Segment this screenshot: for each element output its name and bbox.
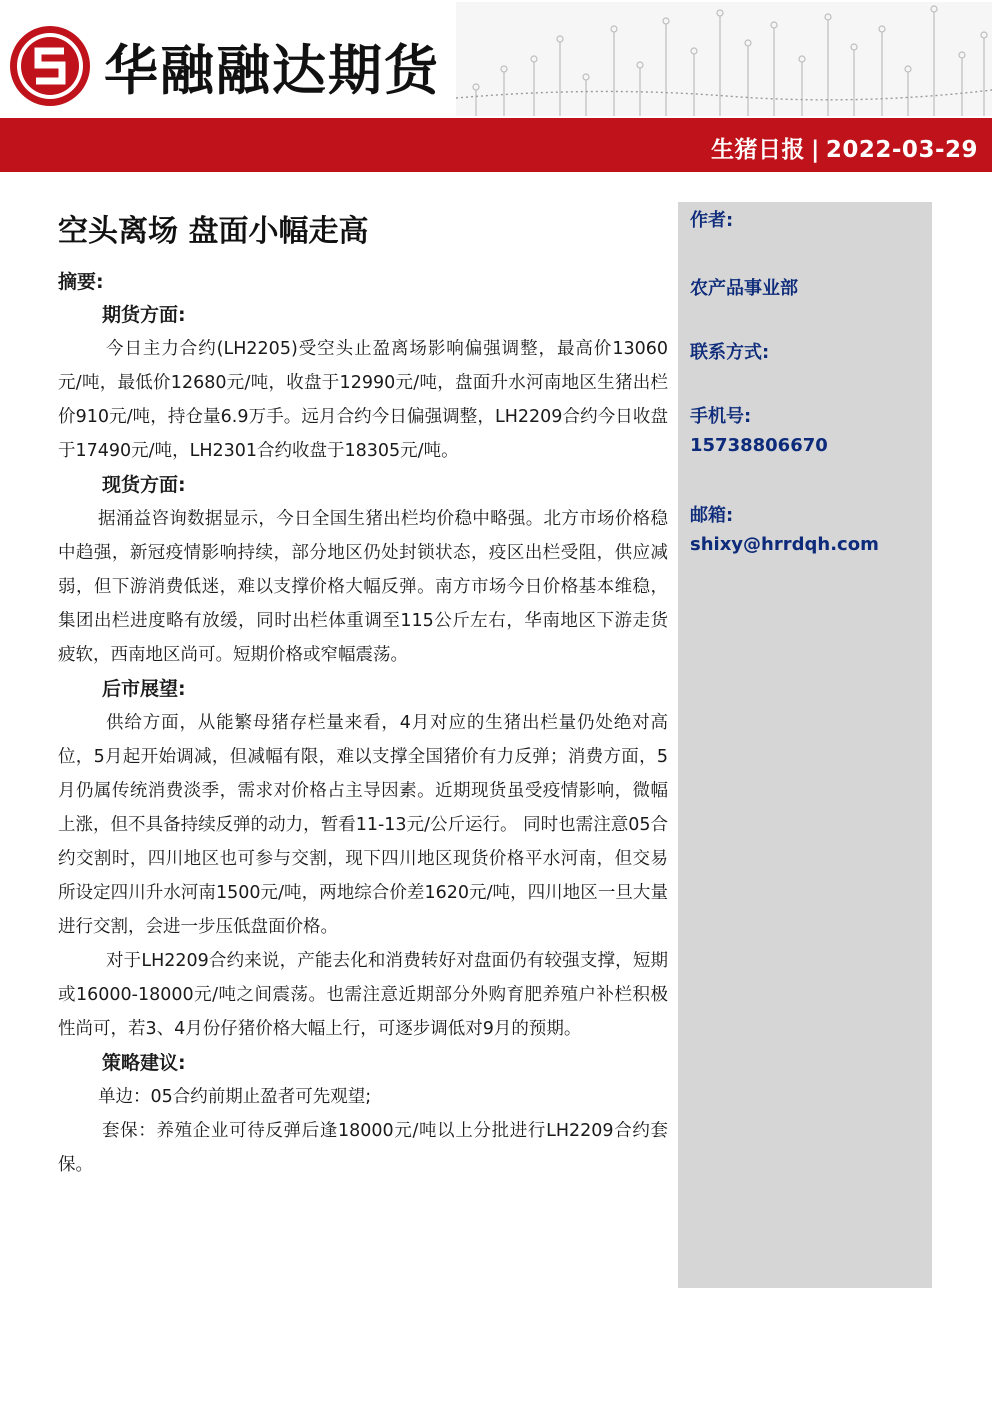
phone-label: 手机号: <box>690 406 752 427</box>
report-separator: | <box>810 137 820 163</box>
header-decoration <box>456 2 992 116</box>
report-type: 生猪日报 <box>710 137 805 163</box>
company-seal-icon <box>8 24 92 108</box>
department-name: 农产品事业部 <box>690 278 798 299</box>
futures-paragraph: 今日主力合约(LH2205)受空头止盈离场影响偏强调整，最高价13060元/吨，最低价12680元/吨，收盘于12990元/吨，盘面升水河南地区生猪出栏价910元/吨，持仓量6.9万手。远月合约今日偏强调整，LH2209合约今日收盘于17490元/吨，LH2301合约收盘于18305元/吨。 <box>58 339 668 461</box>
report-header <box>0 0 992 172</box>
spot-paragraph: 据涌益咨询数据显示，今日全国生猪出栏均价稳中略强。北方市场价格稳中趋强，新冠疫情影响持续，部分地区仍处封锁状态，疫区出栏受阻，供应减弱，但下游消费低迷，难以支撑价格大幅反弹。南方市场今日价格基本维稳，集团出栏进度略有放缓，同时出栏体重调至115公斤左右，华南地区下游走货疲软，西南地区尚可。短期价格或窄幅震荡。 <box>58 509 668 665</box>
abstract-label: 摘要: <box>58 271 104 293</box>
article-title: 空头离场 盘面小幅走高 <box>58 214 369 249</box>
contact-label: 联系方式: <box>690 342 770 363</box>
author-sidebar <box>678 202 932 1288</box>
strategy-single-side: 单边：05合约前期止盈者可先观望; <box>98 1087 372 1107</box>
phone-number: 15738806670 <box>690 435 828 456</box>
email-address: shixy@hrrdqh.com <box>690 534 879 555</box>
company-logo <box>8 18 440 114</box>
strategy-hedging: 套保：养殖企业可待反弹后逢18000元/吨以上分批进行LH2209合约套保。 <box>58 1121 668 1175</box>
section-heading-futures: 期货方面: <box>102 304 186 326</box>
report-date: 2022-03-29 <box>825 137 978 163</box>
section-heading-outlook: 后市展望: <box>102 678 186 700</box>
author-label: 作者: <box>690 210 734 231</box>
outlook-paragraph-1: 供给方面，从能繁母猪存栏量来看，4月对应的生猪出栏量仍处绝对高位，5月起开始调减，但减幅有限，难以支撑全国猪价有力反弹；消费方面，5月仍属传统消费淡季，需求对价格占主导因素。近期现货虽受疫情影响，微幅上涨，但不具备持续反弹的动力，暂看11-13元/公斤运行。 同时也需注意05合约交割时，四川地区也可参与交割，现下四川地区现货价格平水河南，但交易所设定四川升水河南1500元/吨，两地综合价差1620元/吨，四川地区一旦大量进行交割，会进一步压低盘面价格。 <box>58 713 668 937</box>
report-label <box>711 131 978 164</box>
brand-name: 华融融达期货 <box>104 38 440 102</box>
section-heading-strategy: 策略建议: <box>102 1052 186 1074</box>
email-label: 邮箱: <box>690 505 734 526</box>
section-heading-spot: 现货方面: <box>102 474 186 496</box>
article-body <box>58 206 668 1182</box>
outlook-paragraph-2: 对于LH2209合约来说，产能去化和消费转好对盘面仍有较强支撑，短期或16000-18000元/吨之间震荡。也需注意近期部分外购育肥养殖户补栏积极性尚可，若3、4月份仔猪价格大幅上行，可逐步调低对9月的预期。 <box>58 951 668 1039</box>
